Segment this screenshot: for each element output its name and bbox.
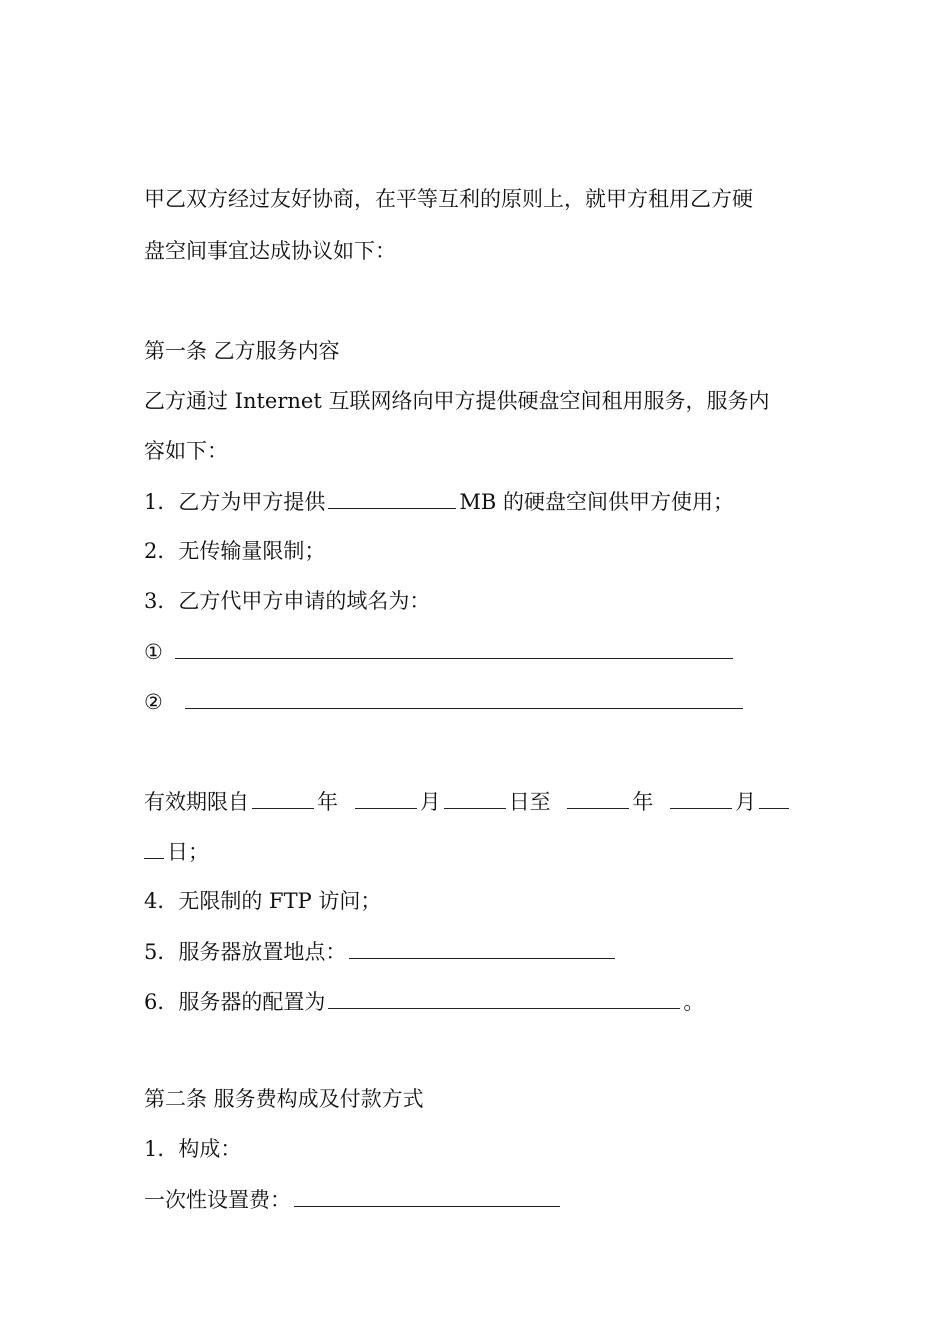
domain-2-blank[interactable]: [185, 686, 743, 709]
end-month-label: 月: [735, 790, 757, 814]
validity-prefix: 有效期限自: [144, 790, 249, 814]
item2-text: 2．无传输量限制；: [144, 539, 326, 563]
domain-line-2: [144, 686, 746, 717]
start-month-blank[interactable]: [355, 786, 417, 809]
article1-item-6: [144, 986, 704, 1017]
end-day-blank-part-1[interactable]: [759, 786, 789, 809]
start-year-label: 年: [317, 790, 338, 814]
article1-title-text: 第一条 乙方服务内容: [144, 339, 340, 363]
article1-item-1: [144, 486, 734, 517]
server-location-blank[interactable]: [349, 936, 615, 959]
article1-item-3: [144, 586, 430, 616]
article1-item-5: [144, 936, 618, 967]
start-month-label: 月: [419, 790, 441, 814]
item1-prefix: 1．乙方为甲方提供: [144, 490, 326, 514]
item4-text: 4．无限制的 FTP 访问；: [144, 889, 382, 913]
article2-title-text: 第二条 服务费构成及付款方式: [144, 1087, 424, 1111]
intro-text-2: 盘空间事宜达成协议如下：: [144, 239, 396, 263]
article2-item1-text: 1．构成：: [144, 1137, 242, 1161]
domain-1-blank[interactable]: [175, 636, 733, 659]
article2-title: [144, 1084, 424, 1114]
end-month-blank[interactable]: [670, 786, 732, 809]
setup-fee-line: [144, 1184, 563, 1215]
article1-desc-text-2: 容如下：: [144, 439, 228, 463]
end-year-label: 年: [632, 790, 654, 814]
article1-title: [144, 336, 340, 366]
item1-suffix: MB 的硬盘空间供甲方使用；: [459, 490, 734, 514]
item6-prefix: 6．服务器的配置为: [144, 990, 326, 1014]
start-year-blank[interactable]: [252, 786, 314, 809]
circled-one-marker: ①: [144, 640, 163, 664]
item3-text: 3．乙方代甲方申请的域名为：: [144, 589, 431, 613]
item6-suffix: 。: [683, 990, 705, 1014]
intro-text-1: 甲乙双方经过友好协商，在平等互利的原则上，就甲方租用乙方硬: [144, 187, 753, 211]
day-to-label: 日至: [508, 790, 551, 814]
day-end-label: 日；: [167, 840, 209, 864]
article1-desc-text-1: 乙方通过 Internet 互联网络向甲方提供硬盘空间租用服务，服务内: [144, 389, 770, 413]
article1-desc-line-1: [144, 386, 769, 416]
end-year-blank[interactable]: [567, 786, 629, 809]
domain-line-1: [144, 636, 736, 667]
disk-size-blank[interactable]: [328, 486, 456, 509]
validity-line-1: [144, 786, 792, 817]
article2-item-1: [144, 1134, 241, 1164]
intro-line-1: [144, 184, 753, 214]
validity-line-2: [144, 836, 209, 867]
article1-item-4: [144, 886, 381, 916]
end-day-blank-part-2[interactable]: [144, 836, 164, 859]
article1-item-2: [144, 536, 325, 566]
setup-fee-blank[interactable]: [294, 1184, 560, 1207]
circled-two-marker: ②: [144, 690, 163, 714]
article1-desc-line-2: [144, 436, 228, 466]
server-config-blank[interactable]: [328, 986, 680, 1009]
setup-fee-label: 一次性设置费：: [144, 1188, 291, 1212]
item5-prefix: 5．服务器放置地点：: [144, 940, 347, 964]
intro-line-2: [144, 236, 396, 266]
start-day-blank[interactable]: [444, 786, 506, 809]
